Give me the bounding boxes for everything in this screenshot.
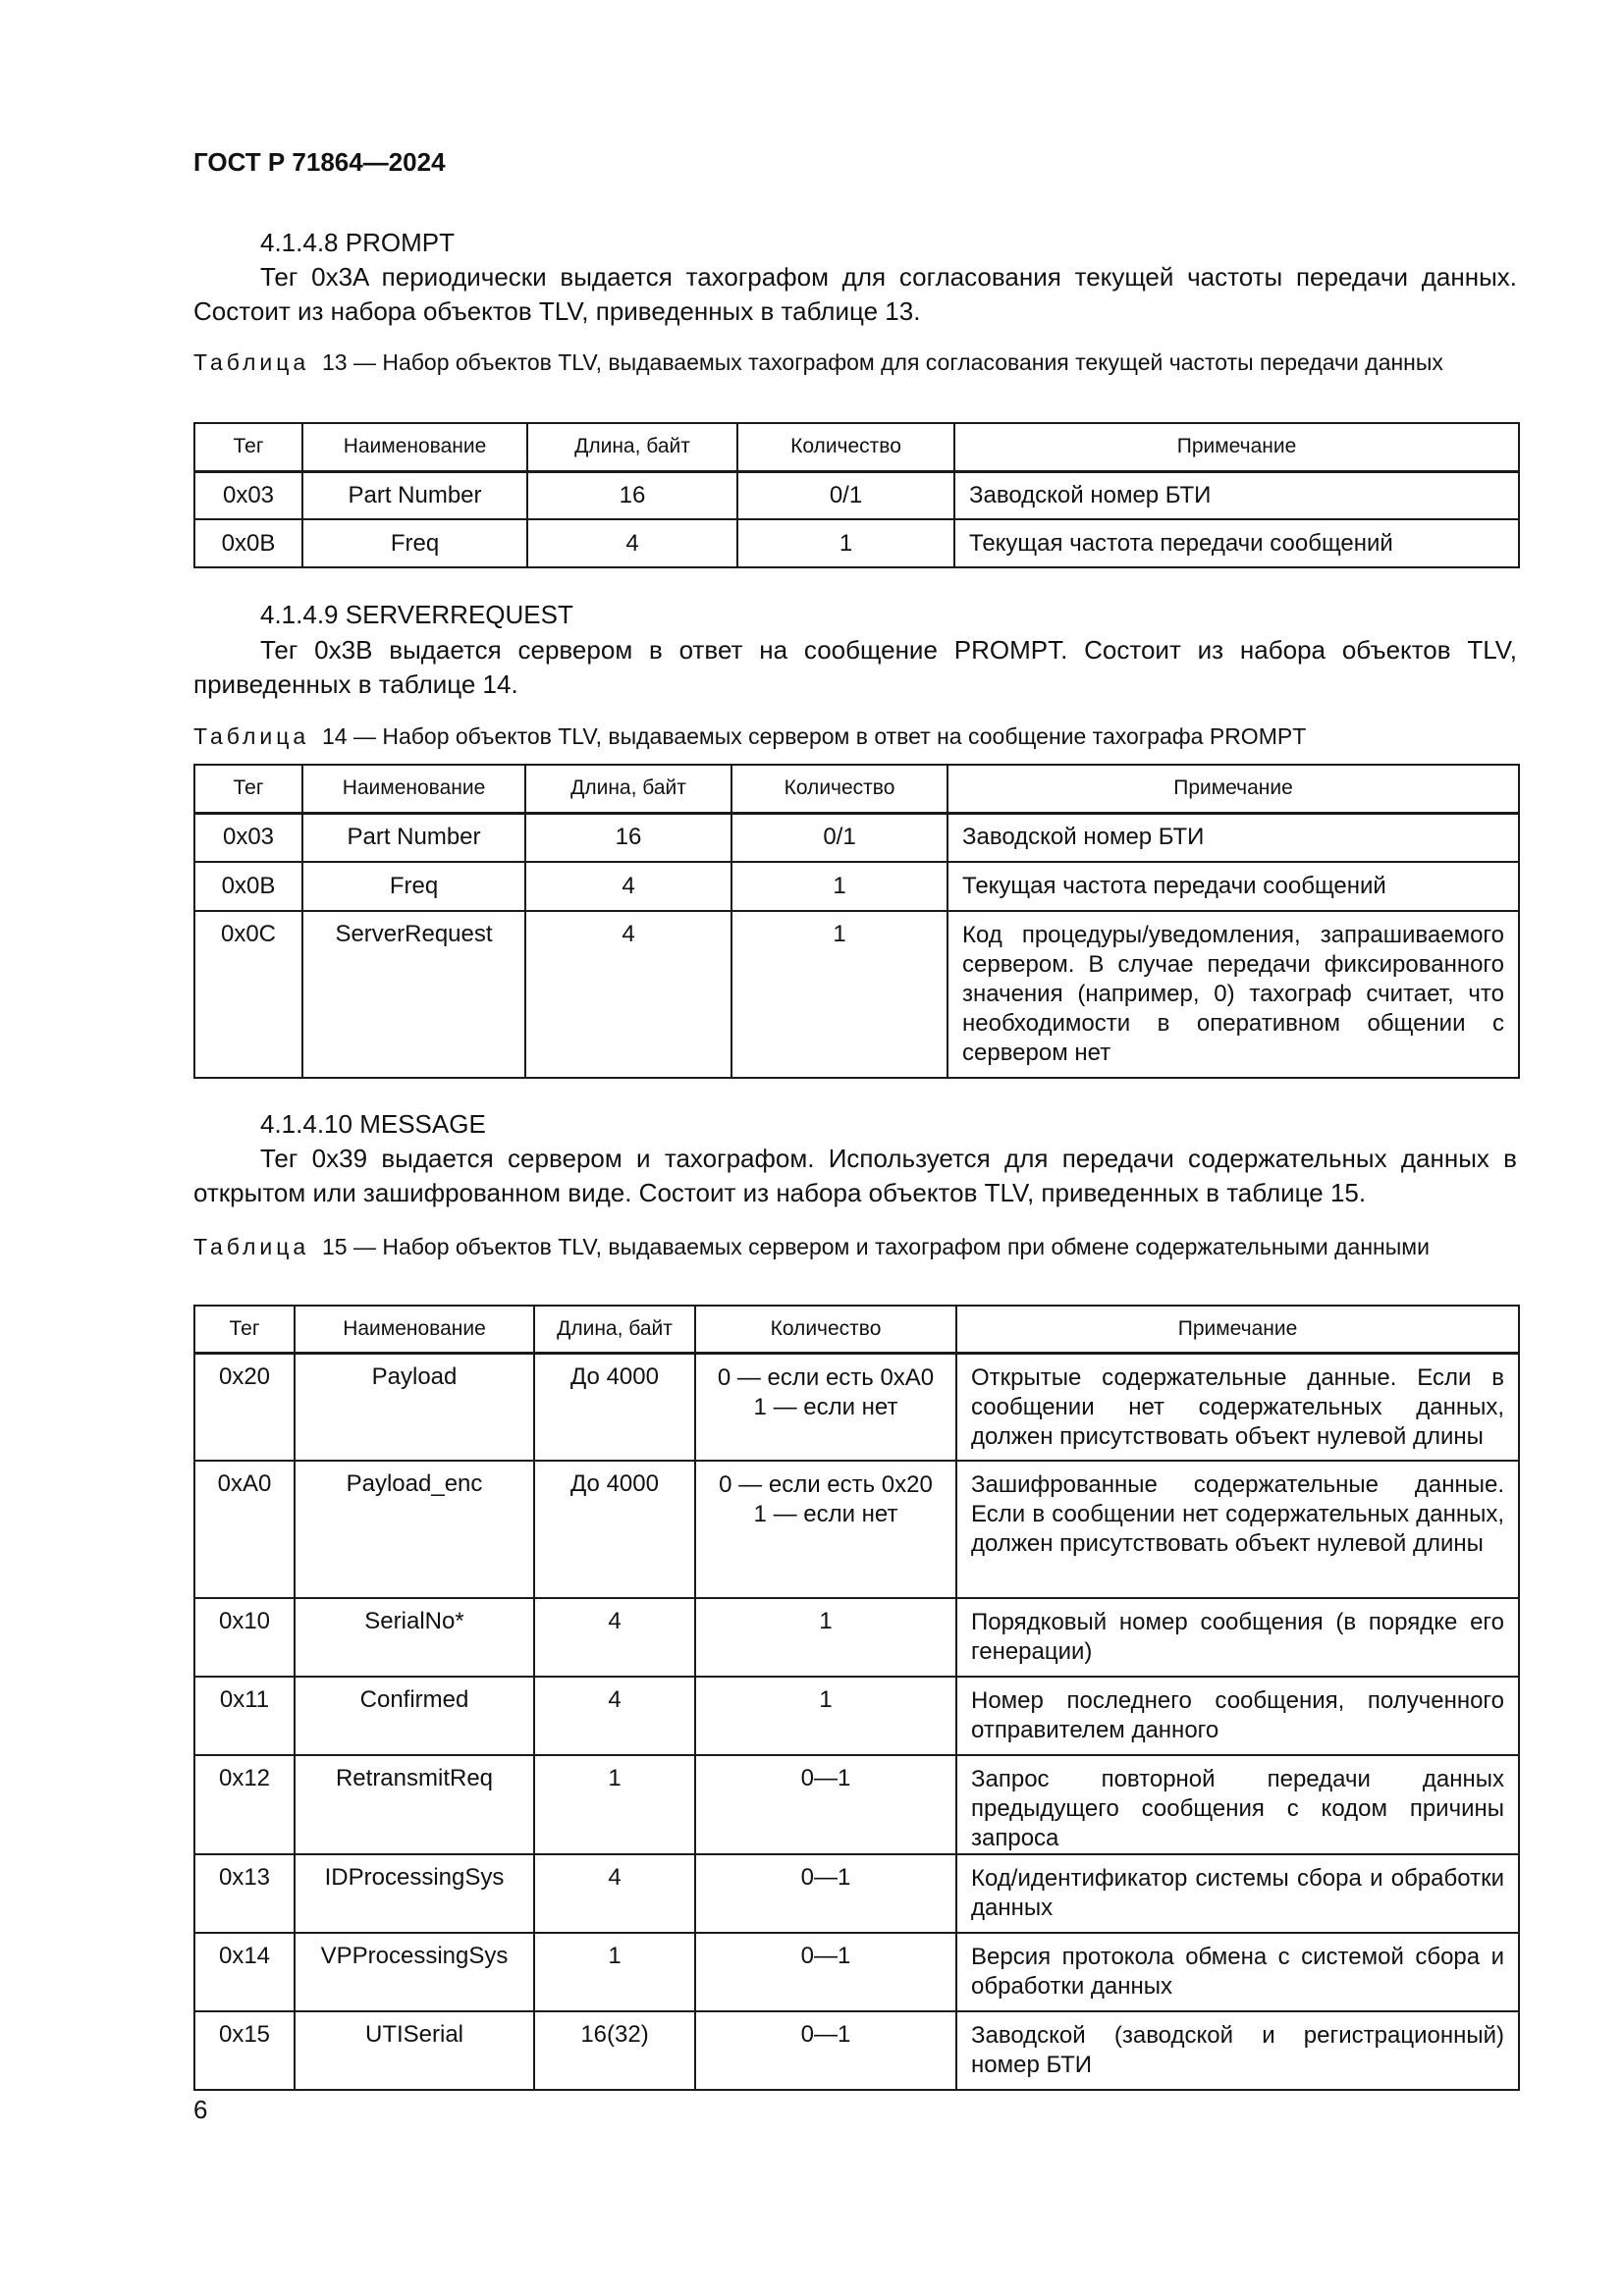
cell-tag: 0x20: [194, 1353, 295, 1461]
cell-note: Заводской (заводской и регистрационный) номер БТИ: [956, 2011, 1519, 2090]
table14-header-tag: Тег: [194, 765, 302, 813]
table-row: [194, 1461, 1519, 1598]
cell-name: Part Number: [302, 471, 527, 519]
table-row: [194, 1755, 1519, 1854]
cell-count-line2: 1 — если нет: [753, 1501, 898, 1527]
cell-tag: 0x15: [194, 2011, 295, 2090]
table-row: [194, 471, 1519, 519]
cell-note: Заводской номер БТИ: [947, 813, 1519, 862]
page-number: 6: [193, 2095, 208, 2124]
table14-caption: [193, 721, 1517, 751]
table-row: [194, 1353, 1519, 1461]
table15-header-name: Наименование: [295, 1306, 534, 1353]
cell-count: 1: [695, 1677, 956, 1755]
section-heading-message: 4.1.4.10 MESSAGE: [260, 1109, 486, 1139]
cell-note: Версия протокола обмена с системой сбора и обработки данных: [956, 1933, 1519, 2011]
cell-count: 1: [737, 519, 954, 567]
table14-header-length: Длина, байт: [525, 765, 731, 813]
table13-header-name: Наименование: [302, 423, 527, 471]
cell-length: 1: [534, 1933, 695, 2011]
cell-count: 1: [731, 862, 947, 911]
table13-header-count: Количество: [737, 423, 954, 471]
table13-header-length: Длина, байт: [527, 423, 737, 471]
cell-length: 4: [525, 911, 731, 1078]
cell-tag: 0x0B: [194, 862, 302, 911]
table13-header-tag: Тег: [194, 423, 302, 471]
table-row: [194, 911, 1519, 1078]
cell-length: 16: [525, 813, 731, 862]
cell-note: Код/идентификатор системы сбора и обработки данных: [956, 1854, 1519, 1933]
cell-count-line1: 0 — если есть 0x20: [719, 1471, 933, 1498]
cell-name: IDProcessingSys: [295, 1854, 534, 1933]
table14-caption-label: Таблица: [193, 723, 310, 749]
table15-caption: [193, 1232, 1517, 1261]
cell-tag: 0x03: [194, 813, 302, 862]
cell-count: 0/1: [737, 471, 954, 519]
cell-count-line1: 0 — если есть 0xA0: [717, 1363, 935, 1391]
cell-tag: 0x10: [194, 1598, 295, 1677]
cell-length: До 4000: [534, 1353, 695, 1461]
table15-header-length: Длина, байт: [534, 1306, 695, 1353]
table-row: [194, 1933, 1519, 2011]
cell-note: Открытые содержательные данные. Если в сообщении нет содержательных данных, должен присутствовать объект нулевой длины: [956, 1353, 1519, 1461]
table15-caption-text: 15 — Набор объектов TLV, выдаваемых сервером и тахографом при обмене содержательными данными: [321, 1234, 1430, 1259]
cell-count: 0—1: [695, 1854, 956, 1933]
cell-name: RetransmitReq: [295, 1755, 534, 1854]
cell-name: SerialNo*: [295, 1598, 534, 1677]
cell-note: Текущая частота передачи сообщений: [947, 862, 1519, 911]
cell-note: Запрос повторной передачи данных предыдущего сообщения с кодом причины запроса: [956, 1755, 1519, 1854]
cell-length: До 4000: [534, 1461, 695, 1598]
table15-header-note: Примечание: [956, 1306, 1519, 1353]
cell-count: 1: [731, 911, 947, 1078]
cell-length: 4: [534, 1677, 695, 1755]
table15-header-count: Количество: [695, 1306, 956, 1353]
table13: [193, 422, 1520, 568]
cell-length: 4: [525, 862, 731, 911]
cell-count: 0/1: [731, 813, 947, 862]
table-row: [194, 813, 1519, 862]
cell-count: 0—1: [695, 1755, 956, 1854]
cell-name: Freq: [302, 862, 525, 911]
cell-count: [695, 1461, 956, 1598]
section-heading-prompt: 4.1.4.8 PROMPT: [260, 228, 455, 257]
cell-tag: 0x03: [194, 471, 302, 519]
cell-count: 0—1: [695, 2011, 956, 2090]
table14-caption-text: 14 — Набор объектов TLV, выдаваемых сервером в ответ на сообщение тахографа PROMPT: [321, 723, 1307, 749]
table13-header-note: Примечание: [954, 423, 1519, 471]
table13-caption-label: Таблица: [193, 349, 310, 375]
document-id-header: ГОСТ Р 71864—2024: [193, 147, 446, 177]
cell-note: Заводской номер БТИ: [954, 471, 1519, 519]
cell-tag: 0x11: [194, 1677, 295, 1755]
cell-count: [695, 1353, 956, 1461]
cell-name: UTISerial: [295, 2011, 534, 2090]
table14-header-count: Количество: [731, 765, 947, 813]
cell-tag: 0x13: [194, 1854, 295, 1933]
cell-length: 4: [534, 1854, 695, 1933]
table13-caption-text: 13 — Набор объектов TLV, выдаваемых тахографом для согласования текущей частоты передачи данных: [321, 349, 1443, 375]
table-row: [194, 1598, 1519, 1677]
cell-name: Payload: [295, 1353, 534, 1461]
table15-header-tag: Тег: [194, 1306, 295, 1353]
cell-length: 16(32): [534, 2011, 695, 2090]
table15: [193, 1305, 1520, 2091]
cell-tag: 0x0B: [194, 519, 302, 567]
cell-note: Код процедуры/уведомления, запрашиваемого сервером. В случае передачи фиксированного значения (например, 0) тахограф считает, что необходимости в оперативном общении с сервером нет: [947, 911, 1519, 1078]
cell-note: Зашифрованные содержательные данные. Если в сообщении нет содержательных данных, должен присутствовать объект нулевой длины: [956, 1461, 1519, 1598]
cell-name: Payload_enc: [295, 1461, 534, 1598]
cell-name: Freq: [302, 519, 527, 567]
cell-length: 4: [534, 1598, 695, 1677]
cell-tag: 0x14: [194, 1933, 295, 2011]
table-row: [194, 1854, 1519, 1933]
table13-caption: [193, 347, 1517, 377]
cell-name: Confirmed: [295, 1677, 534, 1755]
table-row: [194, 1677, 1519, 1755]
cell-length: 16: [527, 471, 737, 519]
table-row: [194, 862, 1519, 911]
cell-length: 1: [534, 1755, 695, 1854]
cell-note: Текущая частота передачи сообщений: [954, 519, 1519, 567]
cell-tag: 0xA0: [194, 1461, 295, 1598]
cell-length: 4: [527, 519, 737, 567]
cell-count: 0—1: [695, 1933, 956, 2011]
section-heading-serverrequest: 4.1.4.9 SERVERREQUEST: [260, 600, 573, 629]
cell-tag: 0x0C: [194, 911, 302, 1078]
cell-count: 1: [695, 1598, 956, 1677]
table-row: [194, 2011, 1519, 2090]
cell-name: Part Number: [302, 813, 525, 862]
table-row: [194, 519, 1519, 567]
table14-header-name: Наименование: [302, 765, 525, 813]
cell-note: Номер последнего сообщения, полученного отправителем данного: [956, 1677, 1519, 1755]
table15-caption-label: Таблица: [193, 1234, 310, 1259]
table14-header-note: Примечание: [947, 765, 1519, 813]
paragraph-prompt: Тег 0x3A периодически выдается тахографом для согласования текущей частоты передачи данных. Состоит из набора объектов TLV, приведенных в таблице 13.: [193, 262, 1517, 326]
cell-tag: 0x12: [194, 1755, 295, 1854]
cell-name: VPProcessingSys: [295, 1933, 534, 2011]
table14: [193, 764, 1520, 1079]
paragraph-message: Тег 0x39 выдается сервером и тахографом. Используется для передачи содержательных данных в открытом или зашифрованном виде. Состоит из набора объектов TLV, приведенных в таблице 15.: [193, 1144, 1517, 1207]
cell-count-line2: 1 — если нет: [753, 1393, 898, 1420]
cell-note: Порядковый номер сообщения (в порядке его генерации): [956, 1598, 1519, 1677]
paragraph-serverrequest: Тег 0x3B выдается сервером в ответ на сообщение PROMPT. Состоит из набора объектов TLV, приведенных в таблице 14.: [193, 635, 1517, 699]
cell-name: ServerRequest: [302, 911, 525, 1078]
